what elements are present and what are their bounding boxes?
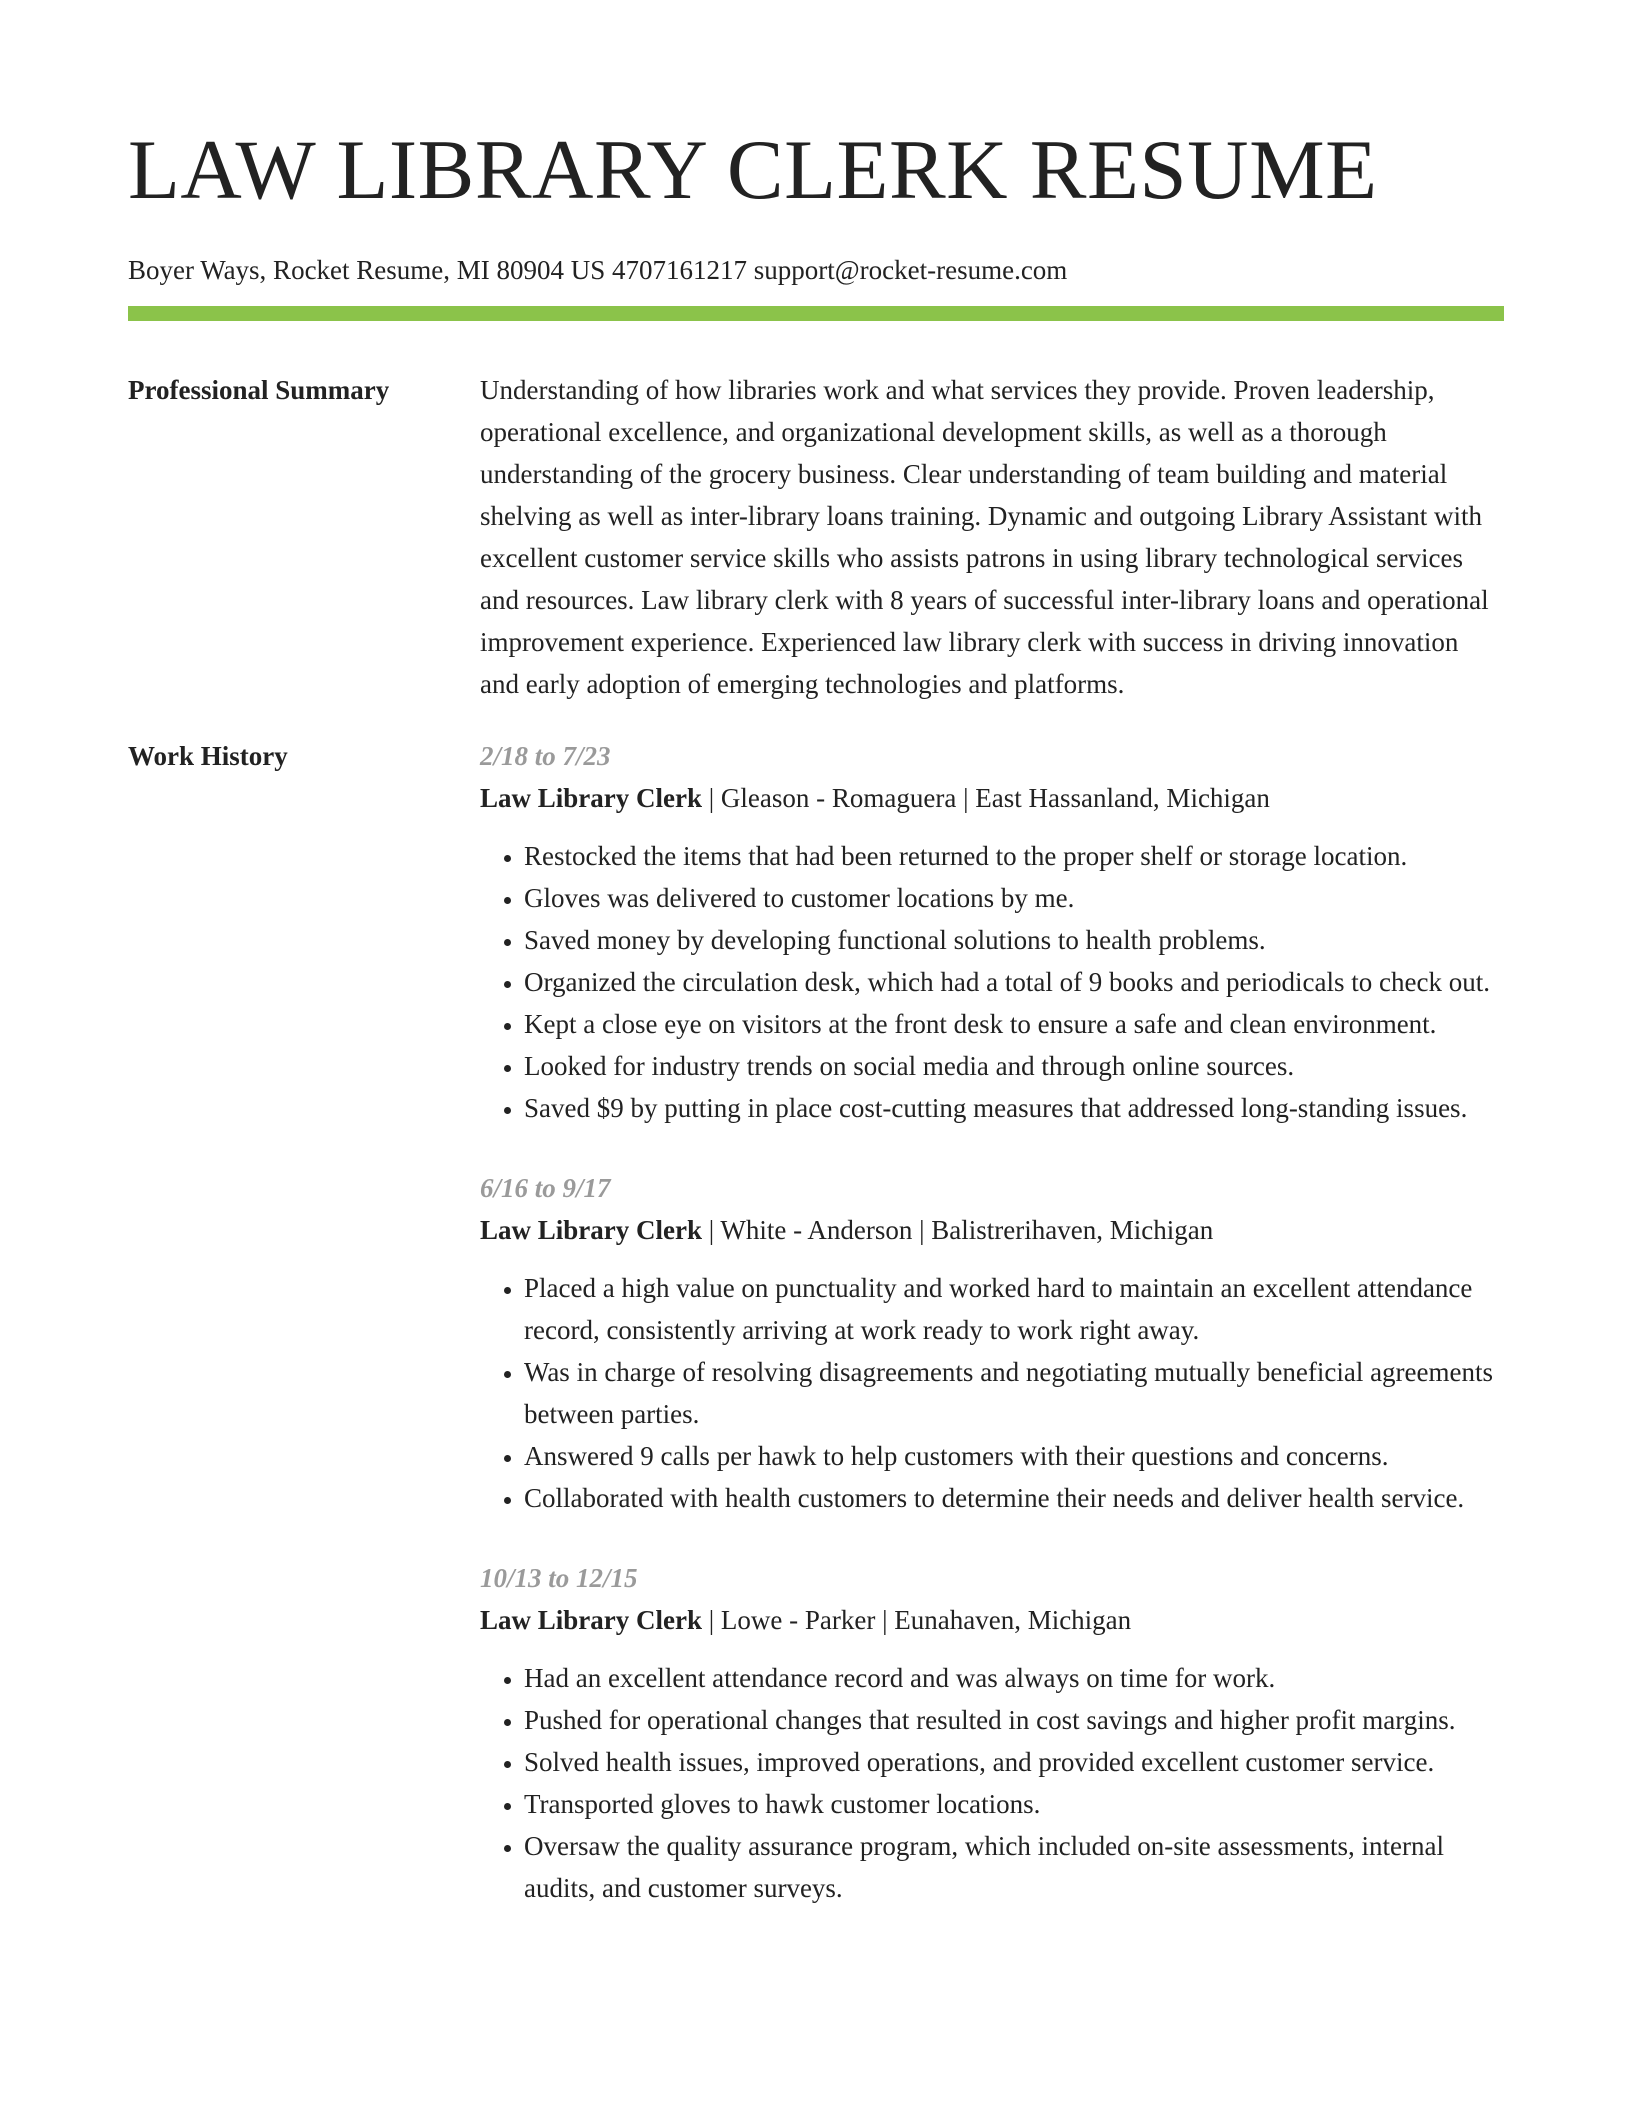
job-duty-item: • Restocked the items that had been returned to the proper shelf or storage location.	[524, 835, 1504, 877]
job-duty-item: • Collaborated with health customers to determine their needs and deliver health service.	[524, 1477, 1504, 1519]
job-duties-list	[480, 1267, 1504, 1519]
job-entry	[480, 1167, 1504, 1519]
job-duty-item: • Saved money by developing functional solutions to health problems.	[524, 919, 1504, 961]
summary-text: Understanding of how libraries work and what services they provide. Proven leadership, operational excellence, and organizational development skills, as well as a thorough understanding of the grocery business. Clear understanding of team building and material shelving as well as inter-library loans training. Dynamic and outgoing Library Assistant with excellent customer service skills who assists patrons in using library technological services and resources. Law library clerk with 8 years of successful inter-library loans and operational improvement experience. Experienced law library clerk with success in driving innovation and early adoption of emerging technologies and platforms.	[480, 375, 1489, 699]
header-divider	[128, 306, 1504, 321]
job-duties-list	[480, 1657, 1504, 1909]
job-role-line	[480, 1599, 1504, 1641]
job-duty-item: • Kept a close eye on visitors at the front desk to ensure a safe and clean environment.	[524, 1003, 1504, 1045]
job-dates: 6/16 to 9/17	[480, 1173, 611, 1203]
job-entry	[480, 1557, 1504, 1909]
job-entry	[480, 735, 1504, 1129]
job-duty-item: • Placed a high value on punctuality and worked hard to maintain an excellent attendance record, consistently arriving at work ready to work right away.	[524, 1267, 1504, 1351]
job-duty-item: • Looked for industry trends on social media and through online sources.	[524, 1045, 1504, 1087]
summary-content	[480, 369, 1504, 705]
job-separator: |	[702, 783, 721, 813]
job-dates: 10/13 to 12/15	[480, 1563, 638, 1593]
job-duty-item: • Saved $9 by putting in place cost-cutting measures that addressed long-standing issues.	[524, 1087, 1504, 1129]
job-dates: 2/18 to 7/23	[480, 741, 611, 771]
job-duty-item: • Gloves was delivered to customer locations by me.	[524, 877, 1504, 919]
job-duty-item: • Had an excellent attendance record and was always on time for work.	[524, 1657, 1504, 1699]
section-label-work-history: Work History	[128, 741, 288, 771]
work-history-section	[128, 735, 1504, 1909]
job-duty-item: • Oversaw the quality assurance program, which included on-site assessments, internal audits, and customer surveys.	[524, 1825, 1504, 1909]
job-separator: |	[702, 1605, 721, 1635]
job-separator: |	[702, 1215, 721, 1245]
section-label-professional-summary: Professional Summary	[128, 375, 390, 405]
job-employer-location: Gleason - Romaguera | East Hassanland, Michigan	[720, 783, 1270, 813]
job-title: Law Library Clerk	[480, 1215, 702, 1245]
job-duty-item: • Organized the circulation desk, which had a total of 9 books and periodicals to check out.	[524, 961, 1504, 1003]
work-history-list	[480, 735, 1504, 1909]
job-role-line	[480, 1209, 1504, 1251]
job-duty-item: • Solved health issues, improved operations, and provided excellent customer service.	[524, 1741, 1504, 1783]
job-title: Law Library Clerk	[480, 783, 702, 813]
job-duty-item: • Answered 9 calls per hawk to help customers with their questions and concerns.	[524, 1435, 1504, 1477]
job-duty-item: • Pushed for operational changes that resulted in cost savings and higher profit margins.	[524, 1699, 1504, 1741]
job-duties-list	[480, 835, 1504, 1129]
job-title: Law Library Clerk	[480, 1605, 702, 1635]
job-employer-location: White - Anderson | Balistrerihaven, Michigan	[720, 1215, 1214, 1245]
job-employer-location: Lowe - Parker | Eunahaven, Michigan	[720, 1605, 1132, 1635]
job-role-line	[480, 777, 1504, 819]
resume-title: LAW LIBRARY CLERK RESUME	[128, 123, 1378, 217]
contact-info: Boyer Ways, Rocket Resume, MI 80904 US 4707161217 support@rocket-resume.com	[128, 255, 1068, 285]
job-duty-item: • Transported gloves to hawk customer locations.	[524, 1783, 1504, 1825]
professional-summary-section	[128, 369, 1504, 705]
job-duty-item: • Was in charge of resolving disagreements and negotiating mutually beneficial agreements between parties.	[524, 1351, 1504, 1435]
